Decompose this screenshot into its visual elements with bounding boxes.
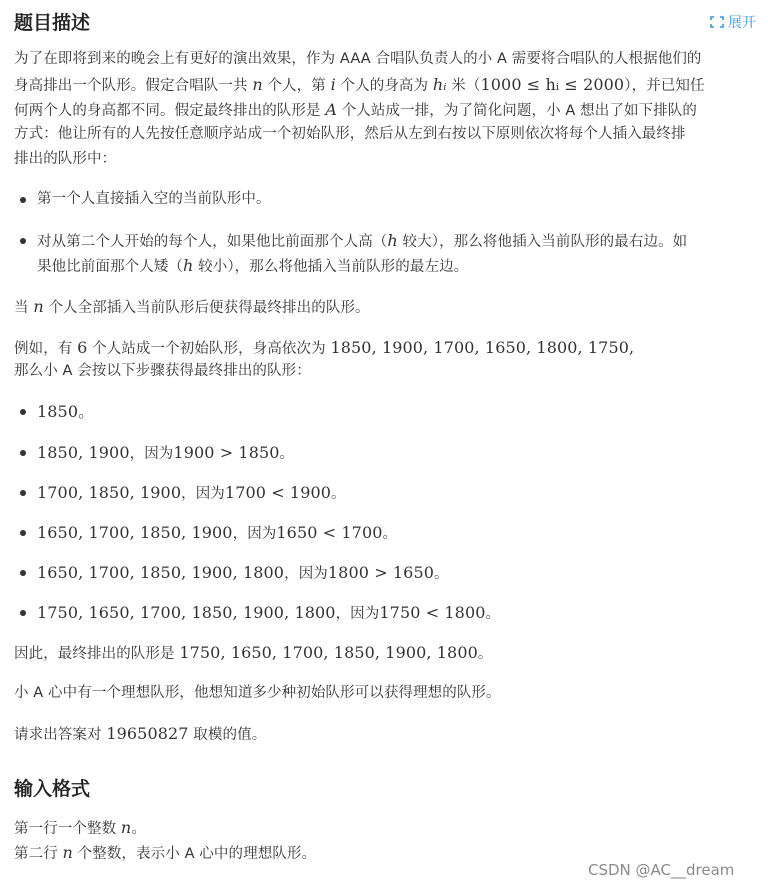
bullet [20, 238, 26, 244]
list-item: 1700, 1850, 1900，因为1700 < 1900。 [37, 483, 346, 502]
list-item: 果他比前面那个人矮（h 较小），那么将他插入当前队形的最左边。 [37, 256, 469, 275]
list-item: 对从第二个人开始的每个人，如果他比前面那个人高（h 较大），那么将他插入当前队形的最右边。如 [37, 231, 688, 250]
list-item: 第一个人直接插入空的当前队形中。 [37, 191, 271, 207]
text-line: 方式：他让所有的人先按任意顺序站成一个初始队形，然后从左到右按以下原则依次将每个人插入最终排 [14, 126, 686, 142]
text-line: 第二行 n 个整数，表示小 A 心中的理想队形。 [14, 843, 317, 862]
text-line: 因此，最终排出的队形是 1750, 1650, 1700, 1850, 1900, 1800。 [14, 643, 493, 662]
list-item: 1850。 [37, 402, 95, 421]
text-line: 身高排出一个队形。假定合唱队一共 n 个人，第 i 个人的身高为 hᵢ 米（1000 ≤ hᵢ ≤ 2000），并已知任 [14, 75, 705, 94]
bullet [20, 450, 26, 456]
text-line: 第一行一个整数 n。 [14, 818, 146, 837]
list-item: 1750, 1650, 1700, 1850, 1900, 1800，因为1750 < 1800。 [37, 603, 501, 622]
text-line: 为了在即将到来的晚会上有更好的演出效果，作为 AAA 合唱队负责人的小 A 需要将合唱队的人根据他们的 [14, 51, 702, 67]
bullet [20, 197, 26, 203]
text-line: 何两个人的身高都不同。假定最终排出的队形是 A 个人站成一排，为了简化问题，小 A 想出了如下排队的 [14, 100, 697, 119]
list-item: 1650, 1700, 1850, 1900，因为1650 < 1700。 [37, 523, 398, 542]
section-title-input: 输入格式 [14, 778, 91, 800]
text-line: 当 n 个人全部插入当前队形后便获得最终排出的队形。 [14, 297, 370, 316]
text-line: 那么小 A 会按以下步骤获得最终排出的队形： [14, 363, 311, 379]
text-line: 排出的队形中： [14, 151, 117, 167]
bullet [20, 570, 26, 576]
watermark: CSDN @AC__dream [588, 861, 735, 879]
bullet [20, 409, 26, 415]
section-title-description: 题目描述 [14, 12, 91, 34]
expand-label: 展开 [728, 15, 756, 31]
expand-button[interactable] [710, 12, 756, 32]
text-line: 例如，有 6 个人站成一个初始队形，身高依次为 1850, 1900, 1700, 1650, 1800, 1750, [14, 338, 635, 357]
bullet [20, 530, 26, 536]
list-item: 1650, 1700, 1850, 1900, 1800，因为1800 > 1650。 [37, 563, 449, 582]
text-line: 小 A 心中有一个理想队形，他想知道多少种初始队形可以获得理想的队形。 [14, 685, 501, 701]
expand-icon [710, 16, 724, 28]
bullet [20, 610, 26, 616]
text-line: 请求出答案对 19650827 取模的值。 [14, 724, 267, 743]
list-item: 1850, 1900，因为1900 > 1850。 [37, 443, 295, 462]
bullet [20, 490, 26, 496]
